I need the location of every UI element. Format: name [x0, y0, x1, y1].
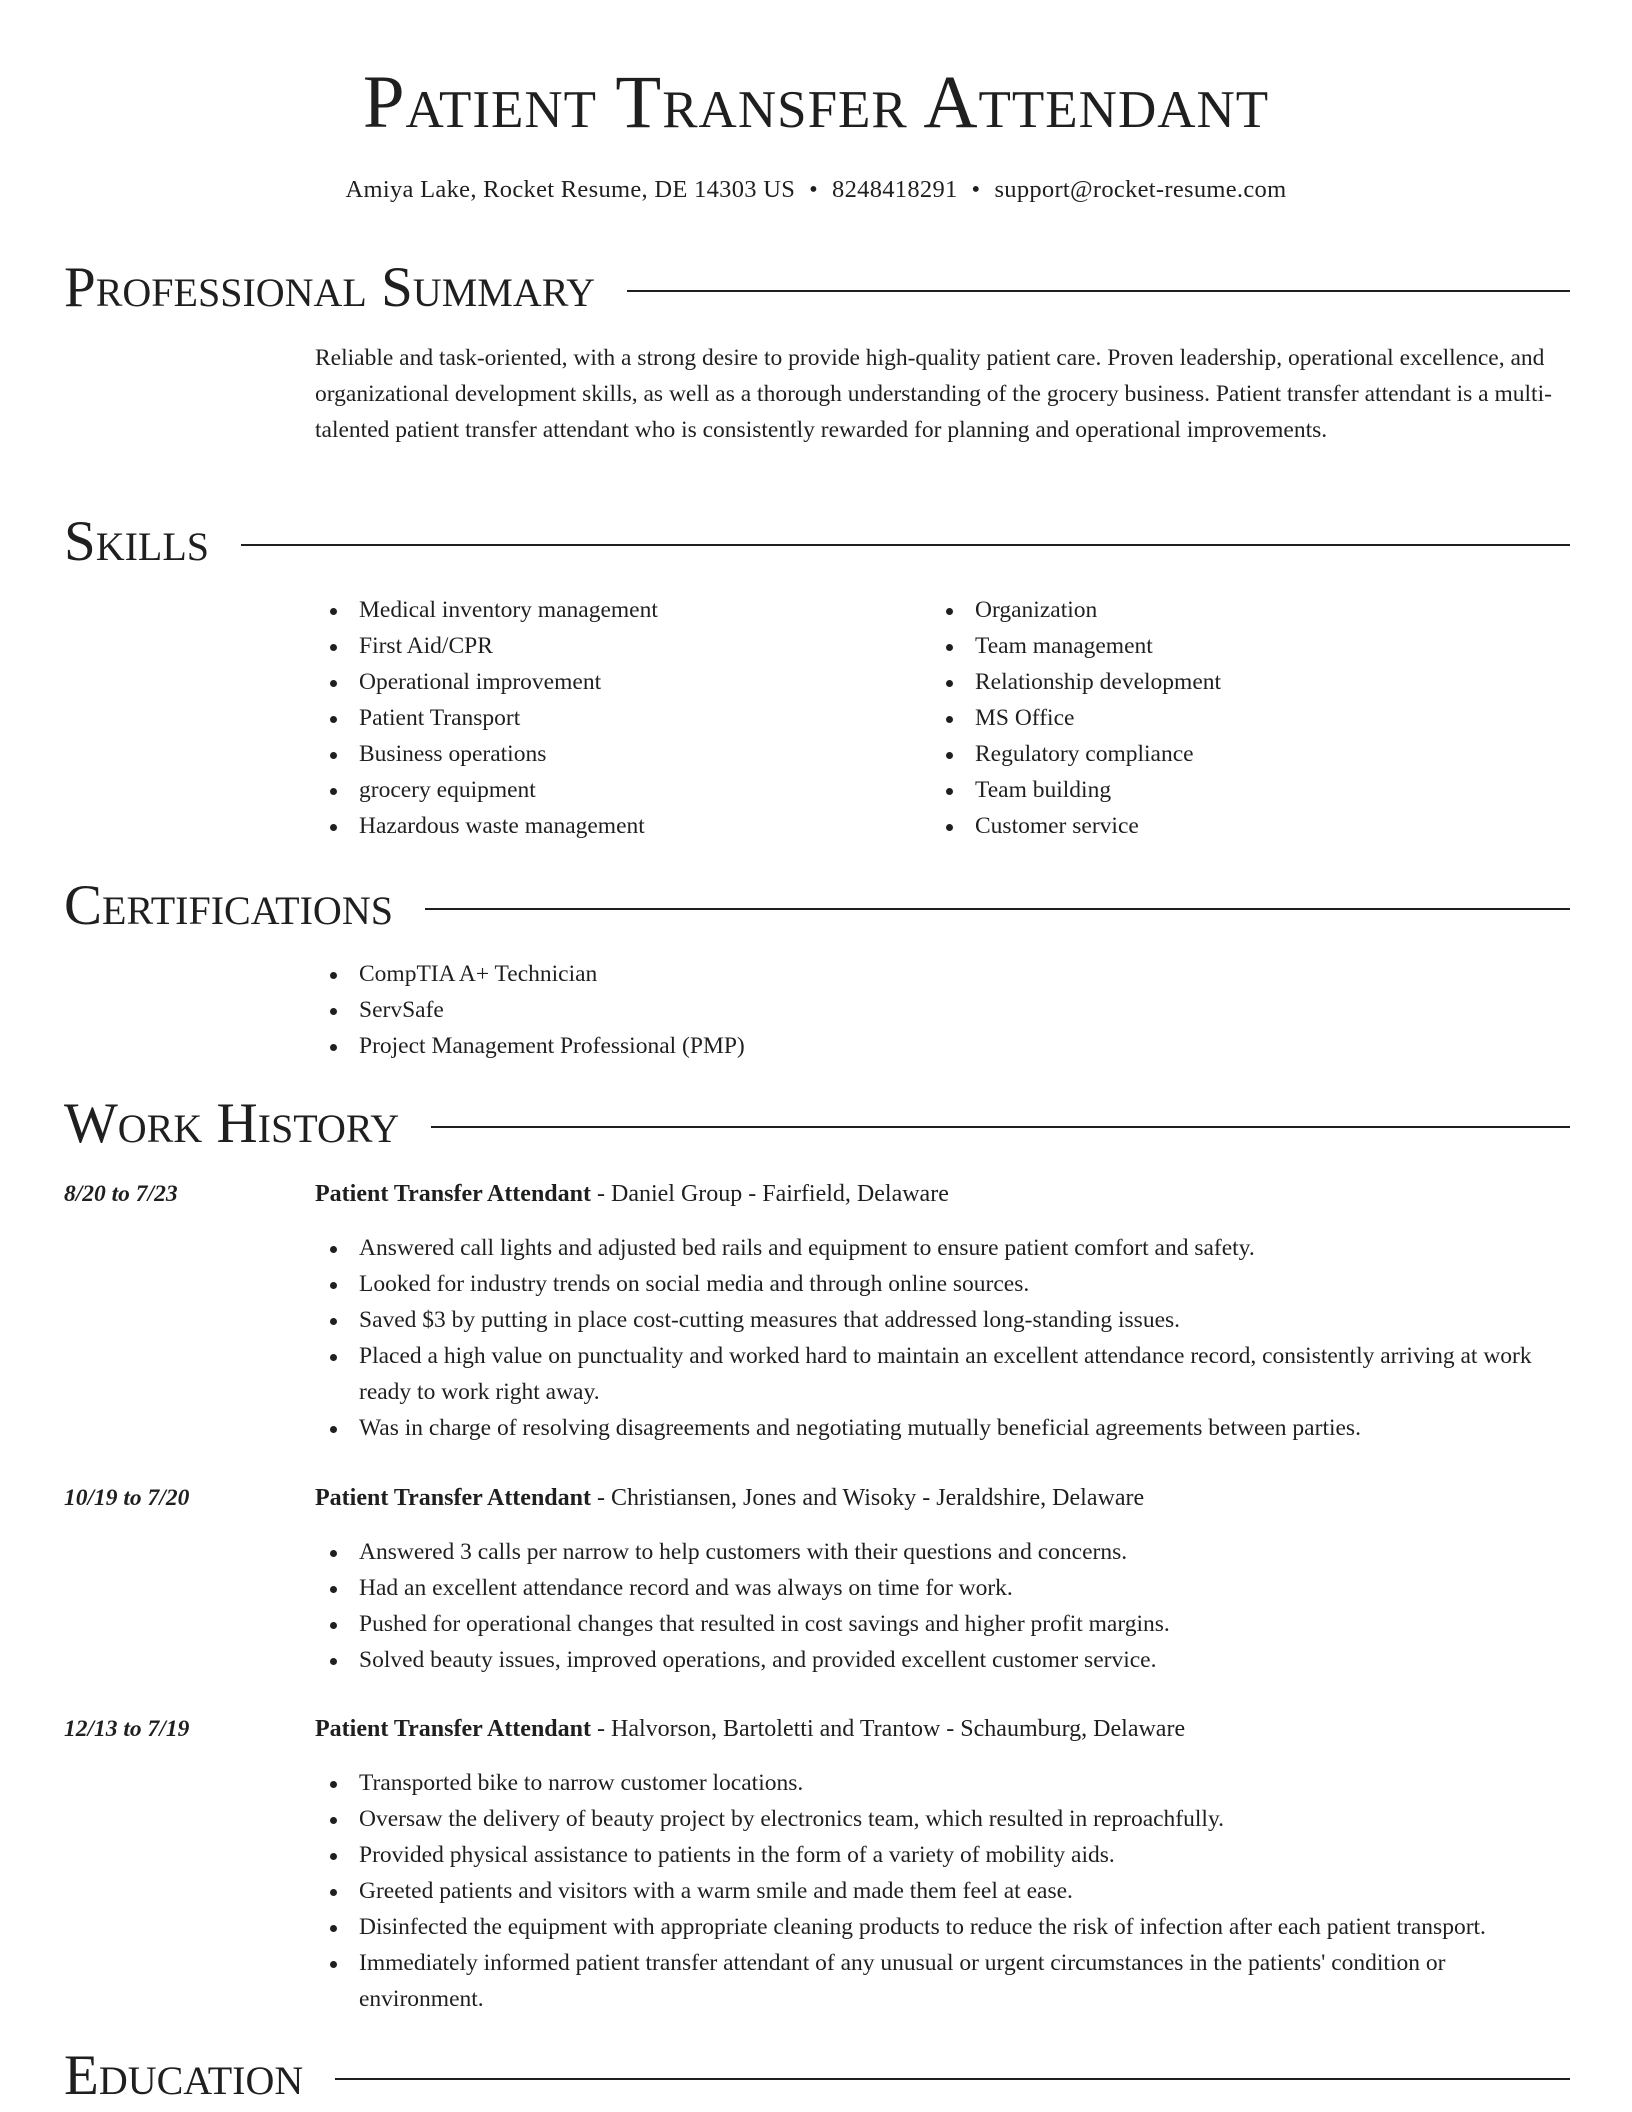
- job-bullet: Oversaw the delivery of beauty project by electronics team, which resulted in reproachfully.: [315, 1801, 1570, 1837]
- skill-item: Customer service: [931, 808, 1531, 844]
- job-bullet: Placed a high value on punctuality and worked hard to maintain an excellent attendance record, consistently arriving at work ready to work right away.: [315, 1338, 1570, 1410]
- skill-item: Patient Transport: [315, 700, 915, 736]
- skill-item: Team management: [931, 628, 1531, 664]
- job-heading: [315, 1480, 1144, 1516]
- certification-item: Project Management Professional (PMP): [315, 1028, 1570, 1064]
- job-bullet: Saved $3 by putting in place cost-cutting measures that addressed long-standing issues.: [315, 1302, 1570, 1338]
- job-bullet: Disinfected the equipment with appropriate cleaning products to reduce the risk of infection after each patient transport.: [315, 1909, 1570, 1945]
- skills-list-right: [931, 592, 1531, 844]
- skills-list-left: [315, 592, 915, 844]
- certification-item: CompTIA A+ Technician: [315, 956, 1570, 992]
- summary-text: Reliable and task-oriented, with a strong desire to provide high-quality patient care. Proven leadership, operational excellence, and organizational development skills, as well as a thorough understanding of the grocery business. Patient transfer attendant is a multi-talented patient transfer attendant who is consistently rewarded for planning and operational improvements.: [315, 345, 1552, 443]
- email: support@rocket-resume.com: [994, 176, 1287, 203]
- job-bullet: Answered call lights and adjusted bed rails and equipment to ensure patient comfort and safety.: [315, 1230, 1570, 1266]
- job-dates: 8/20 to 7/23: [64, 1181, 178, 1207]
- certification-item: ServSafe: [315, 992, 1570, 1028]
- contact-separator: •: [809, 176, 819, 203]
- section-header-skills: [64, 512, 1570, 572]
- skill-item: Hazardous waste management: [315, 808, 915, 844]
- skill-item: Medical inventory management: [315, 592, 915, 628]
- skill-item: Team building: [931, 772, 1531, 808]
- section-title: Certifications: [64, 874, 393, 937]
- job-bullet: Transported bike to narrow customer locations.: [315, 1765, 1570, 1801]
- contact-separator: •: [971, 176, 981, 203]
- job-bullet: Answered 3 calls per narrow to help customers with their questions and concerns.: [315, 1534, 1570, 1570]
- job-bullet: Had an excellent attendance record and was always on time for work.: [315, 1570, 1570, 1606]
- section-title: Professional Summary: [64, 256, 596, 319]
- job-bullets: [315, 1230, 1570, 1446]
- job-bullet: Was in charge of resolving disagreements and negotiating mutually beneficial agreements between parties.: [315, 1410, 1570, 1446]
- job-bullet: Pushed for operational changes that resulted in cost savings and higher profit margins.: [315, 1606, 1570, 1642]
- skill-item: Relationship development: [931, 664, 1531, 700]
- skill-item: Organization: [931, 592, 1531, 628]
- skill-item: Regulatory compliance: [931, 736, 1531, 772]
- job-bullet: Immediately informed patient transfer attendant of any unusual or urgent circumstances in the patients' condition or environment.: [315, 1945, 1570, 2017]
- resume-title: Patient Transfer Attendant: [362, 61, 1270, 144]
- phone: 8248418291: [832, 176, 958, 203]
- section-title: Education: [64, 2044, 304, 2107]
- job-employer: - Daniel Group - Fairfield, Delaware: [591, 1181, 949, 1207]
- section-title: Work History: [64, 1092, 400, 1155]
- job-heading: [315, 1711, 1185, 1747]
- job-bullet: Provided physical assistance to patients in the form of a variety of mobility aids.: [315, 1837, 1570, 1873]
- skill-item: Operational improvement: [315, 664, 915, 700]
- job-title: Patient Transfer Attendant: [315, 1181, 591, 1207]
- section-header-education: [64, 2046, 1570, 2106]
- job-heading: [315, 1176, 949, 1212]
- job-bullet: Greeted patients and visitors with a warm smile and made them feel at ease.: [315, 1873, 1570, 1909]
- job-bullets: [315, 1765, 1570, 2017]
- job-dates: 10/19 to 7/20: [64, 1485, 190, 1511]
- skill-item: MS Office: [931, 700, 1531, 736]
- section-header-summary: [64, 258, 1570, 318]
- job-employer: - Christiansen, Jones and Wisoky - Jeraldshire, Delaware: [591, 1485, 1145, 1511]
- job-title: Patient Transfer Attendant: [315, 1716, 591, 1742]
- skill-item: First Aid/CPR: [315, 628, 915, 664]
- section-rule: [241, 544, 1570, 546]
- section-header-work-history: [64, 1094, 1570, 1154]
- job-employer: - Halvorson, Bartoletti and Trantow - Schaumburg, Delaware: [591, 1716, 1186, 1742]
- section-rule: [335, 2078, 1570, 2080]
- job-bullet: Solved beauty issues, improved operations, and provided excellent customer service.: [315, 1642, 1570, 1678]
- section-rule: [627, 290, 1570, 292]
- job-dates: 12/13 to 7/19: [64, 1716, 190, 1742]
- section-title: Skills: [64, 510, 210, 573]
- job-bullet: Looked for industry trends on social media and through online sources.: [315, 1266, 1570, 1302]
- section-header-certifications: [64, 876, 1570, 936]
- job-title: Patient Transfer Attendant: [315, 1485, 591, 1511]
- skill-item: Business operations: [315, 736, 915, 772]
- skill-item: grocery equipment: [315, 772, 915, 808]
- contact-line: [0, 172, 1632, 208]
- section-rule: [431, 1126, 1570, 1128]
- job-bullets: [315, 1534, 1570, 1678]
- section-rule: [425, 908, 1570, 910]
- address: Amiya Lake, Rocket Resume, DE 14303 US: [345, 176, 796, 203]
- certifications-list: [315, 956, 1570, 1064]
